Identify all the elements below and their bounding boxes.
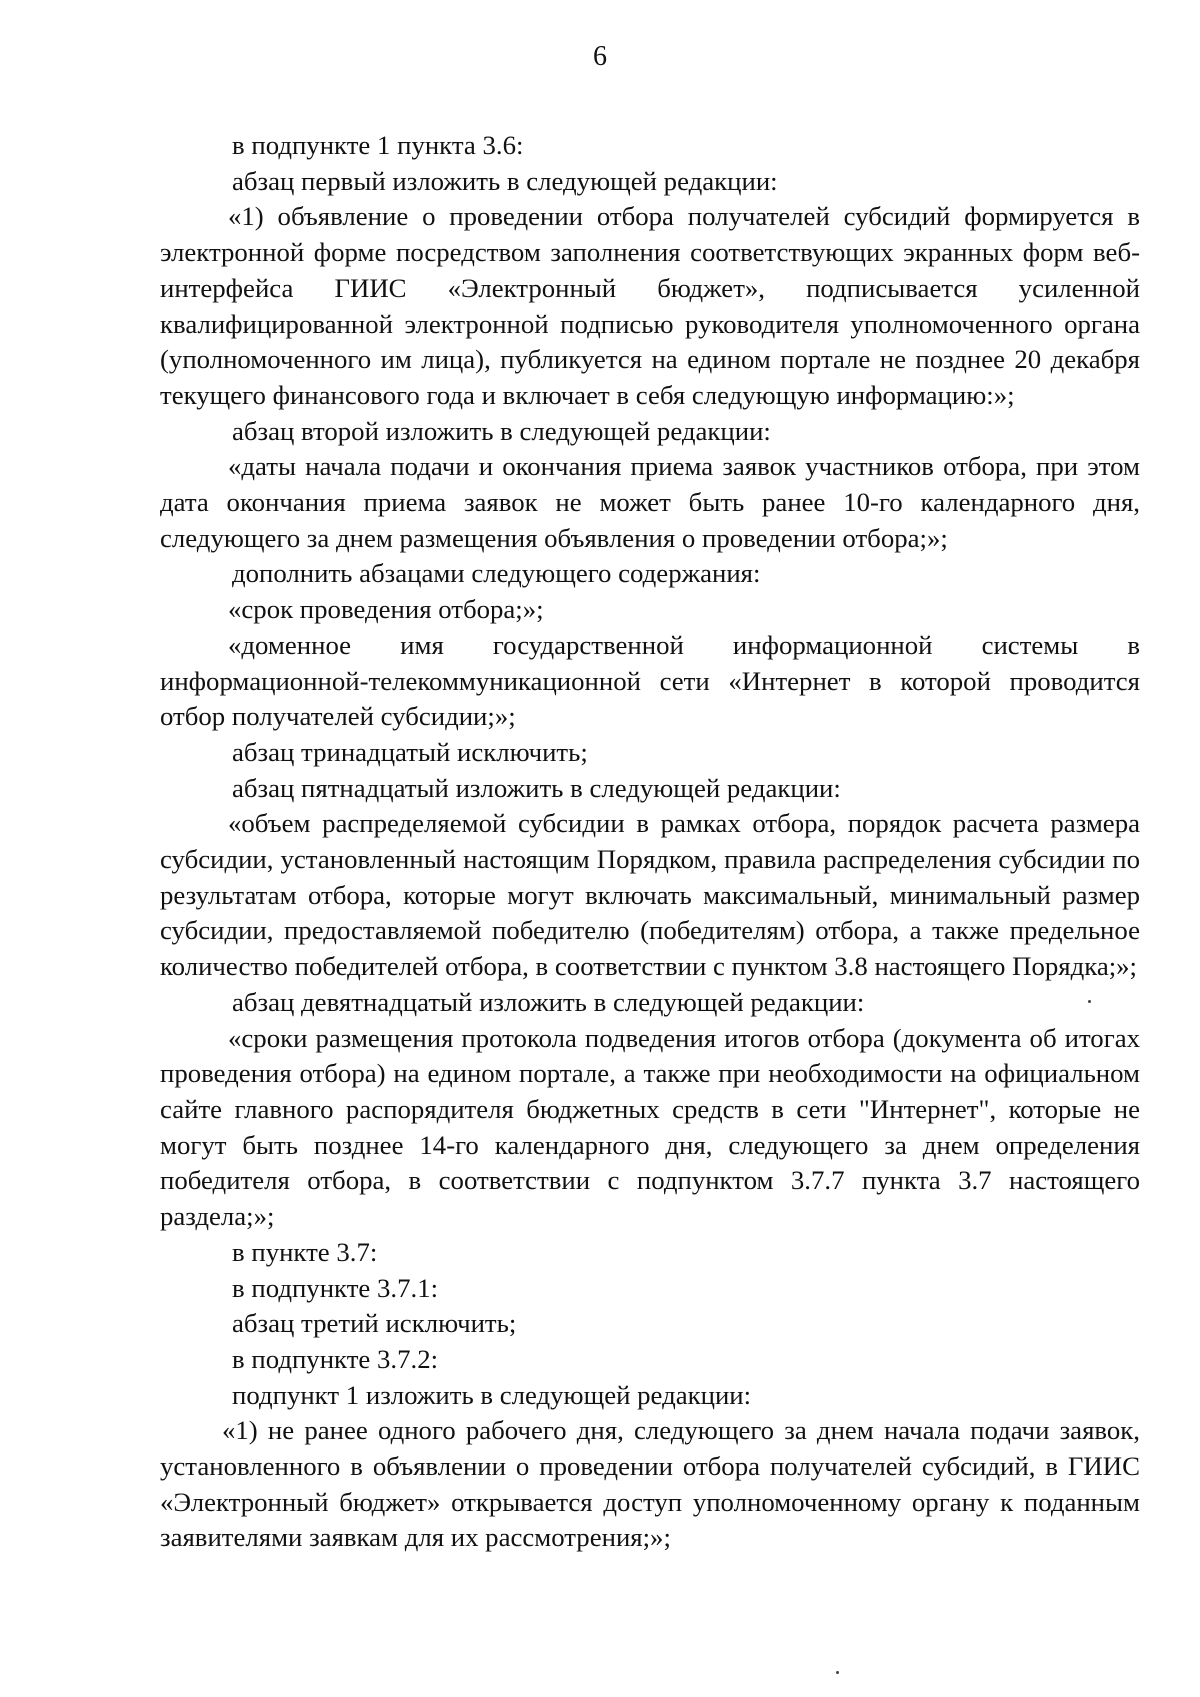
paragraph: в подпункте 1 пункта 3.6: [232,130,524,160]
scan-speck [1088,1000,1091,1003]
paragraph: абзац пятнадцатый изложить в следующей редакции: [232,772,841,803]
paragraph: в подпункте 3.7.2: [232,1343,439,1374]
paragraph: подпункт 1 изложить в следующей редакции: [232,1379,752,1410]
paragraph-quote: «даты начала подачи и окончания приема заявок участников отбора, при этом дата окончания приема заявок не может быть ранее 10-го календарного дня, следующего за днем размещения объявления о проведении отбора;»; [160,451,1140,553]
paragraph-quote: «доменное имя государственной информационной системы в информационной-телекоммуникационной сети «Интернет в которой проводится отбор получателей субсидии;»; [160,629,1140,732]
paragraph-quote: «объем распределяемой субсидии в рамках отбора, порядок расчета размера субсидии, установленный настоящим Порядком, правила распределения субсидии по результатам отбора, которые могут включать максимальный, минимальный размер субсидии, предоставляемой победителю (победителям) отбора, а также предельное количество победителей отбора, в соответствии с пунктом 3.8 настоящего Порядка;»; [160,808,1140,982]
paragraph-quote: «1) объявление о проведении отбора получателей субсидий формируется в электронной форме посредством заполнения соответствующих экранных форм веб-интерфейса ГИИС «Электронный бюджет», подписывается усиленной квалифицированной электронной подписью руководителя уполномоченного органа (уполномоченного им лица), публикуется на едином портале не позднее 20 декабря текущего финансового года и включает в себя следующую информацию:»; [160,201,1140,410]
paragraph-quote: «1) не ранее одного рабочего дня, следующего за днем начала подачи заявок, установленного в объявлении о проведении отбора получателей субсидий, в ГИИС «Электронный бюджет» открывается доступ уполномоченному органу к поданным заявителями заявкам для их рассмотрения;»; [160,1415,1140,1553]
paragraph: в пункте 3.7: [232,1236,378,1267]
page-number: 6 [593,41,607,72]
paragraph: абзац второй изложить в следующей редакции: [232,415,771,446]
paragraph-quote: «срок проведения отбора;»; [228,594,544,625]
paragraph: абзац тринадцатый исключить; [232,736,588,767]
paragraph: дополнить абзацами следующего содержания: [232,558,761,589]
paragraph: в подпункте 3.7.1: [232,1272,439,1303]
document-body [160,128,1140,1556]
scan-speck [836,1671,839,1674]
paragraph: абзац первый изложить в следующей редакции: [232,165,778,196]
paragraph: абзац девятнадцатый изложить в следующей редакции: [232,986,865,1017]
paragraph-quote: «сроки размещения протокола подведения итогов отбора (документа об итогах проведения отбора) на едином портале, а также при необходимости на официальном сайте главного распорядителя бюджетных средств в сети "Интернет", которые не могут быть позднее 14-го календарного дня, следующего за днем определения победителя отбора, в соответствии с подпунктом 3.7.7 пункта 3.7 настоящего раздела;»; [160,1022,1140,1232]
paragraph: абзац третий исключить; [232,1308,517,1339]
